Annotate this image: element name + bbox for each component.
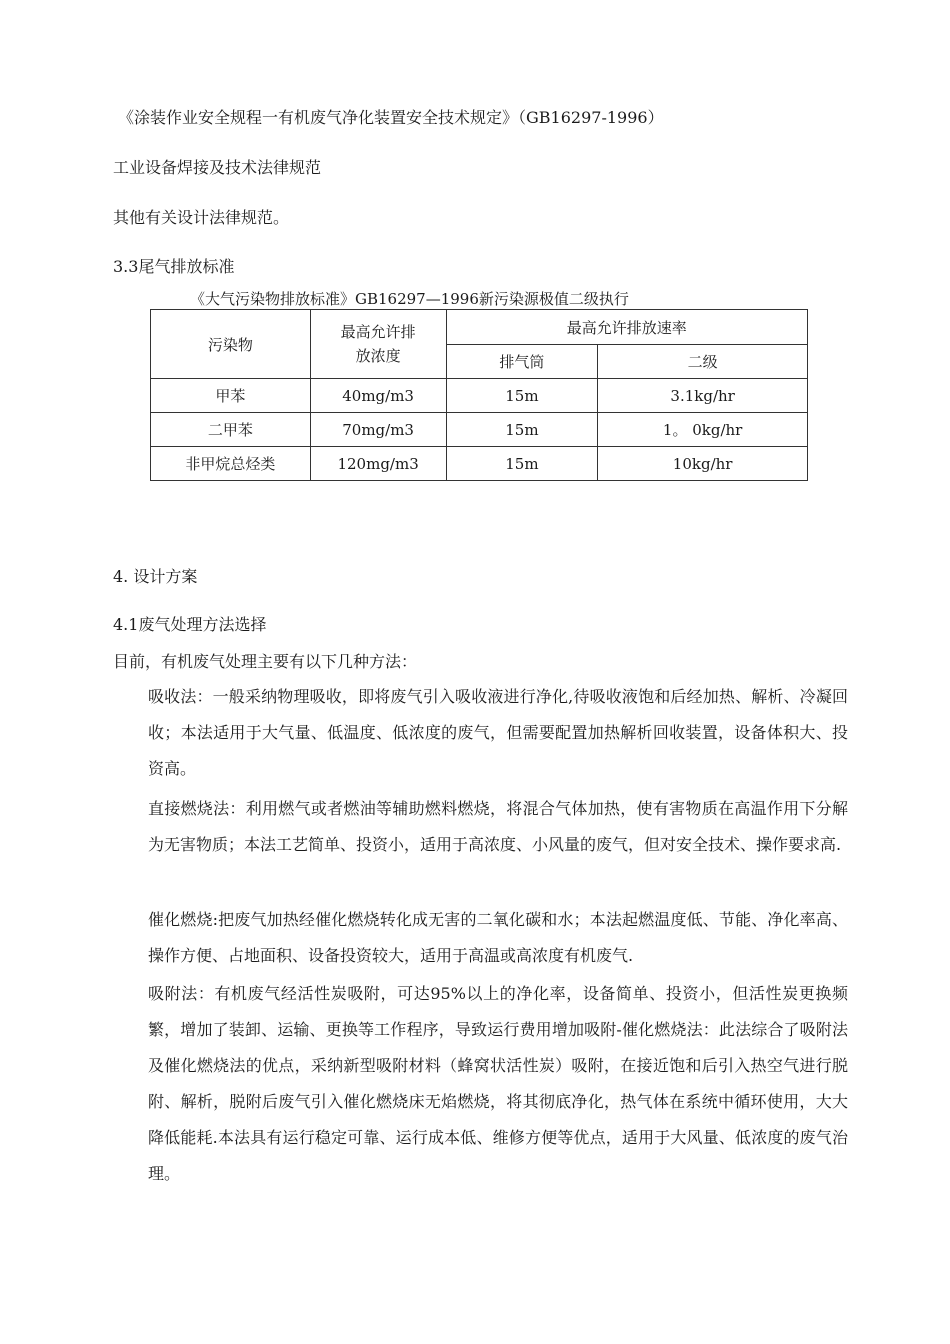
reference-line: 工业设备焊接及技术法律规范 bbox=[113, 158, 322, 177]
method-paragraph: 吸附法：有机废气经活性炭吸附，可达95%以上的净化率，设备简单、投资小，但活性炭更换频繁，增加了装卸、运输、更换等工作程序，导致运行费用增加吸附-催化燃烧法：此法综合了吸附法及催化燃烧法的优点，采纳新型吸附材料（蜂窝状活性炭）吸附，在接近饱和后引入热空气进行脱附、解析，脱附后废气引入催化燃烧床无焰燃烧，将其彻底净化，热气体在系统中循环使用，大大降低能耗.本法具有运行稳定可靠、运行成本低、维修方便等优点，适用于大风量、低浓度的废气治理。 bbox=[148, 984, 848, 1183]
reference-line: 《涂装作业安全规程一有机废气净化装置安全技术规定》（GB16297-1996） bbox=[118, 108, 664, 127]
method-paragraph: 吸收法：一般采纳物理吸收，即将废气引入吸收液进行净化,待吸收液饱和后经加热、解析、冷凝回收；本法适用于大气量、低温度、低浓度的废气，但需要配置加热解析回收装置，设备体积大、投资高。 bbox=[148, 687, 848, 778]
cell-pollutant: 甲苯 bbox=[151, 379, 311, 413]
section-heading: 4.1废气处理方法选择 bbox=[113, 615, 267, 634]
cell-stack: 15m bbox=[446, 379, 598, 413]
header-stack: 排气筒 bbox=[446, 345, 598, 379]
reference-line: 其他有关设计法律规范。 bbox=[113, 208, 290, 227]
method-paragraph: 直接燃烧法：利用燃气或者燃油等辅助燃料燃烧，将混合气体加热，使有害物质在高温作用下分解为无害物质；本法工艺简单、投资小，适用于高浓度、小风量的废气，但对安全技术、操作要求高. bbox=[148, 799, 848, 854]
emission-standard-table bbox=[150, 309, 808, 481]
header-pollutant: 污染物 bbox=[151, 310, 311, 379]
table-caption: 《大气污染物排放标准》GB16297—1996新污染源极值二级执行 bbox=[190, 290, 629, 308]
section-heading: 3.3尾气排放标准 bbox=[113, 257, 235, 276]
cell-rate: 1。 0kg/hr bbox=[598, 413, 808, 447]
section-heading: 4. 设计方案 bbox=[113, 567, 198, 586]
cell-rate: 10kg/hr bbox=[598, 447, 808, 481]
cell-stack: 15m bbox=[446, 413, 598, 447]
cell-pollutant: 二甲苯 bbox=[151, 413, 311, 447]
cell-conc: 70mg/m3 bbox=[310, 413, 446, 447]
table-row bbox=[151, 447, 808, 481]
table-row bbox=[151, 413, 808, 447]
header-rate: 最高允许排放速率 bbox=[446, 310, 807, 345]
cell-pollutant: 非甲烷总烃类 bbox=[151, 447, 311, 481]
method-paragraph: 催化燃烧:把废气加热经催化燃烧转化成无害的二氧化碳和水；本法起燃温度低、节能、净化率高、操作方便、占地面积、设备投资较大，适用于高温或高浓度有机废气. bbox=[148, 910, 848, 965]
intro-line: 目前，有机废气处理主要有以下几种方法： bbox=[113, 652, 418, 671]
header-concentration: 最高允许排放浓度 bbox=[310, 310, 446, 379]
cell-conc: 120mg/m3 bbox=[310, 447, 446, 481]
cell-rate: 3.1kg/hr bbox=[598, 379, 808, 413]
cell-conc: 40mg/m3 bbox=[310, 379, 446, 413]
table-row bbox=[151, 379, 808, 413]
header-level: 二级 bbox=[598, 345, 808, 379]
cell-stack: 15m bbox=[446, 447, 598, 481]
